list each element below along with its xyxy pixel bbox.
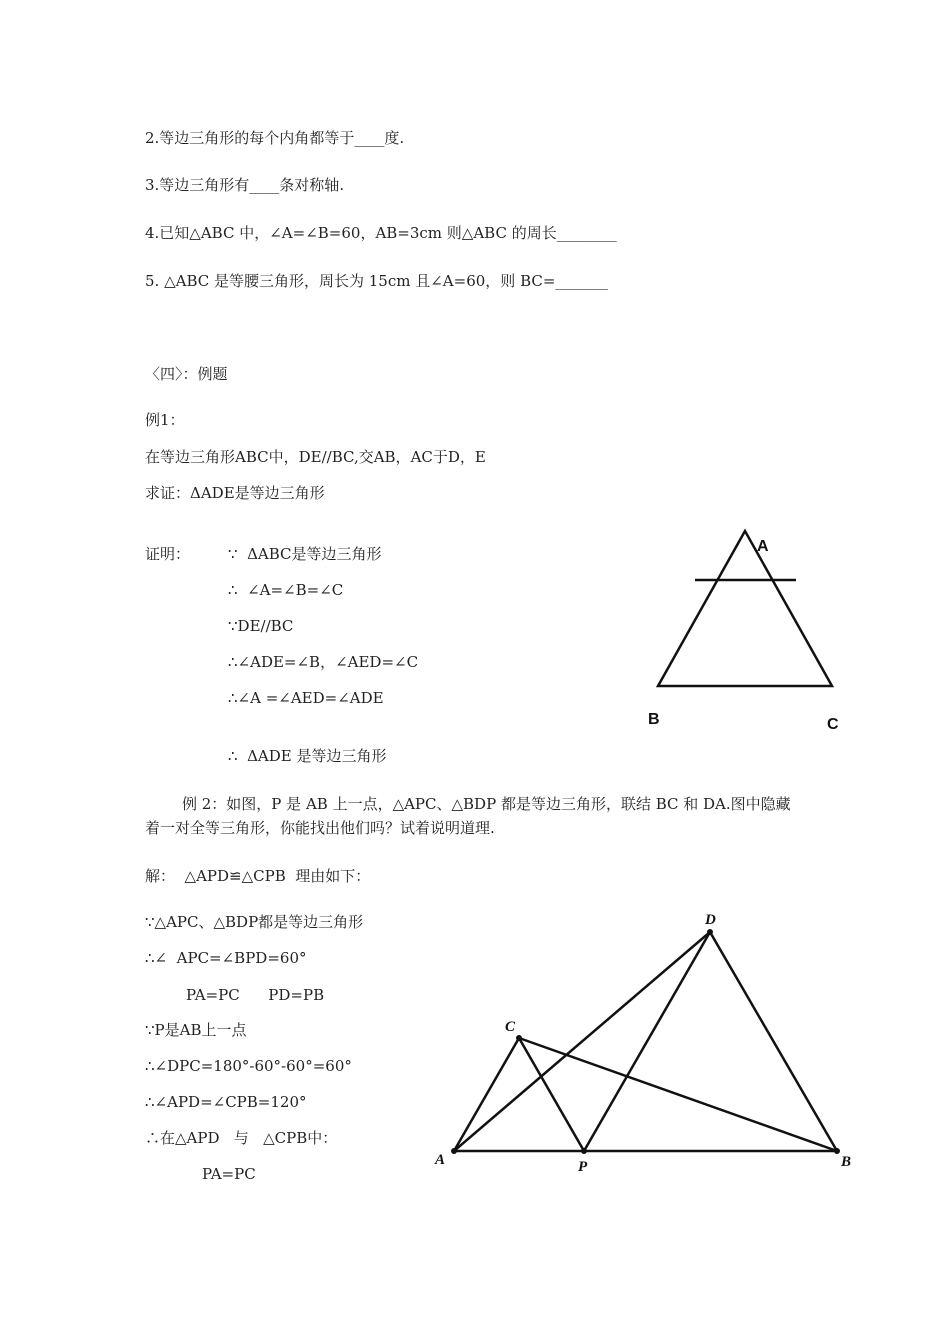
proof-step: ∴ ΔADE 是等边三角形 [228, 747, 387, 765]
label-c: C [505, 1019, 516, 1035]
proof-step: ∴∠A =∠AED=∠ADE [228, 689, 384, 707]
solution-step: ∴∠APD=∠CPB=120° [145, 1093, 307, 1111]
segment-ac [454, 1038, 519, 1151]
proof-step: ∵DE//BC [228, 617, 294, 635]
label-b: B [648, 711, 660, 728]
proof-step: ∴ ∠A=∠B=∠C [228, 581, 344, 599]
example1-title: 例1： [145, 411, 185, 429]
solution-step: ∴在△APD 与 △CPB中： [145, 1129, 338, 1147]
label-d: D [705, 912, 716, 928]
question-4: 4.已知△ABC 中，∠A=∠B=60，AB=3cm 则△ABC 的周长________ [145, 224, 617, 242]
example2-text-line2: 着一对全等三角形，你能找出他们吗？试着说明道理. [145, 819, 495, 837]
point-c [516, 1035, 522, 1041]
question-3: 3.等边三角形有____条对称轴. [145, 176, 345, 194]
question-2: 2.等边三角形的每个内角都等于____度. [145, 129, 405, 147]
segment-cb [519, 1038, 837, 1151]
segment-cp [519, 1038, 584, 1151]
segment-pd [584, 932, 710, 1151]
solution-step: PA=PC PD=PB [186, 986, 325, 1004]
point-b [834, 1148, 840, 1154]
example2-text-line1: 例 2：如图，P 是 AB 上一点，△APC、△BDP 都是等边三角形，联结 BC 和 DA.图中隐藏 [182, 795, 791, 813]
proof-step: ∴∠ADE=∠B，∠AED=∠C [228, 653, 419, 671]
solution-step: ∵P是AB上一点 [145, 1021, 247, 1039]
label-p: P [578, 1159, 588, 1175]
point-p [581, 1148, 587, 1154]
proof-step: ∵ ΔABC是等边三角形 [228, 545, 382, 563]
segment-db [710, 932, 837, 1151]
triangle-abc [658, 531, 832, 686]
label-b: B [841, 1154, 852, 1170]
label-a: A [757, 538, 769, 555]
example1-given: 在等边三角形ABC中，DE//BC,交AB，AC于D，E [145, 448, 486, 466]
label-c: C [827, 716, 839, 733]
point-a [451, 1148, 457, 1154]
solution-step: ∴∠ APC=∠BPD=60° [145, 949, 307, 967]
proof-label: 证明： [145, 545, 191, 563]
solution-step: ∴∠DPC=180°-60°-60°=60° [145, 1057, 352, 1075]
segment-ad [454, 932, 710, 1151]
point-d [707, 929, 713, 935]
solution-step: PA=PC [202, 1165, 256, 1183]
section-heading: 〈四〉：例题 [145, 365, 228, 383]
example2-solution: 解： △APD≌△CPB 理由如下： [145, 867, 371, 885]
label-a: A [435, 1152, 446, 1168]
question-5: 5. △ABC 是等腰三角形，周长为 15cm 且∠A=60，则 BC=_______ [145, 272, 608, 290]
solution-step: ∵△APC、△BDP都是等边三角形 [145, 913, 364, 931]
example1-prove: 求证：ΔADE是等边三角形 [145, 484, 325, 502]
